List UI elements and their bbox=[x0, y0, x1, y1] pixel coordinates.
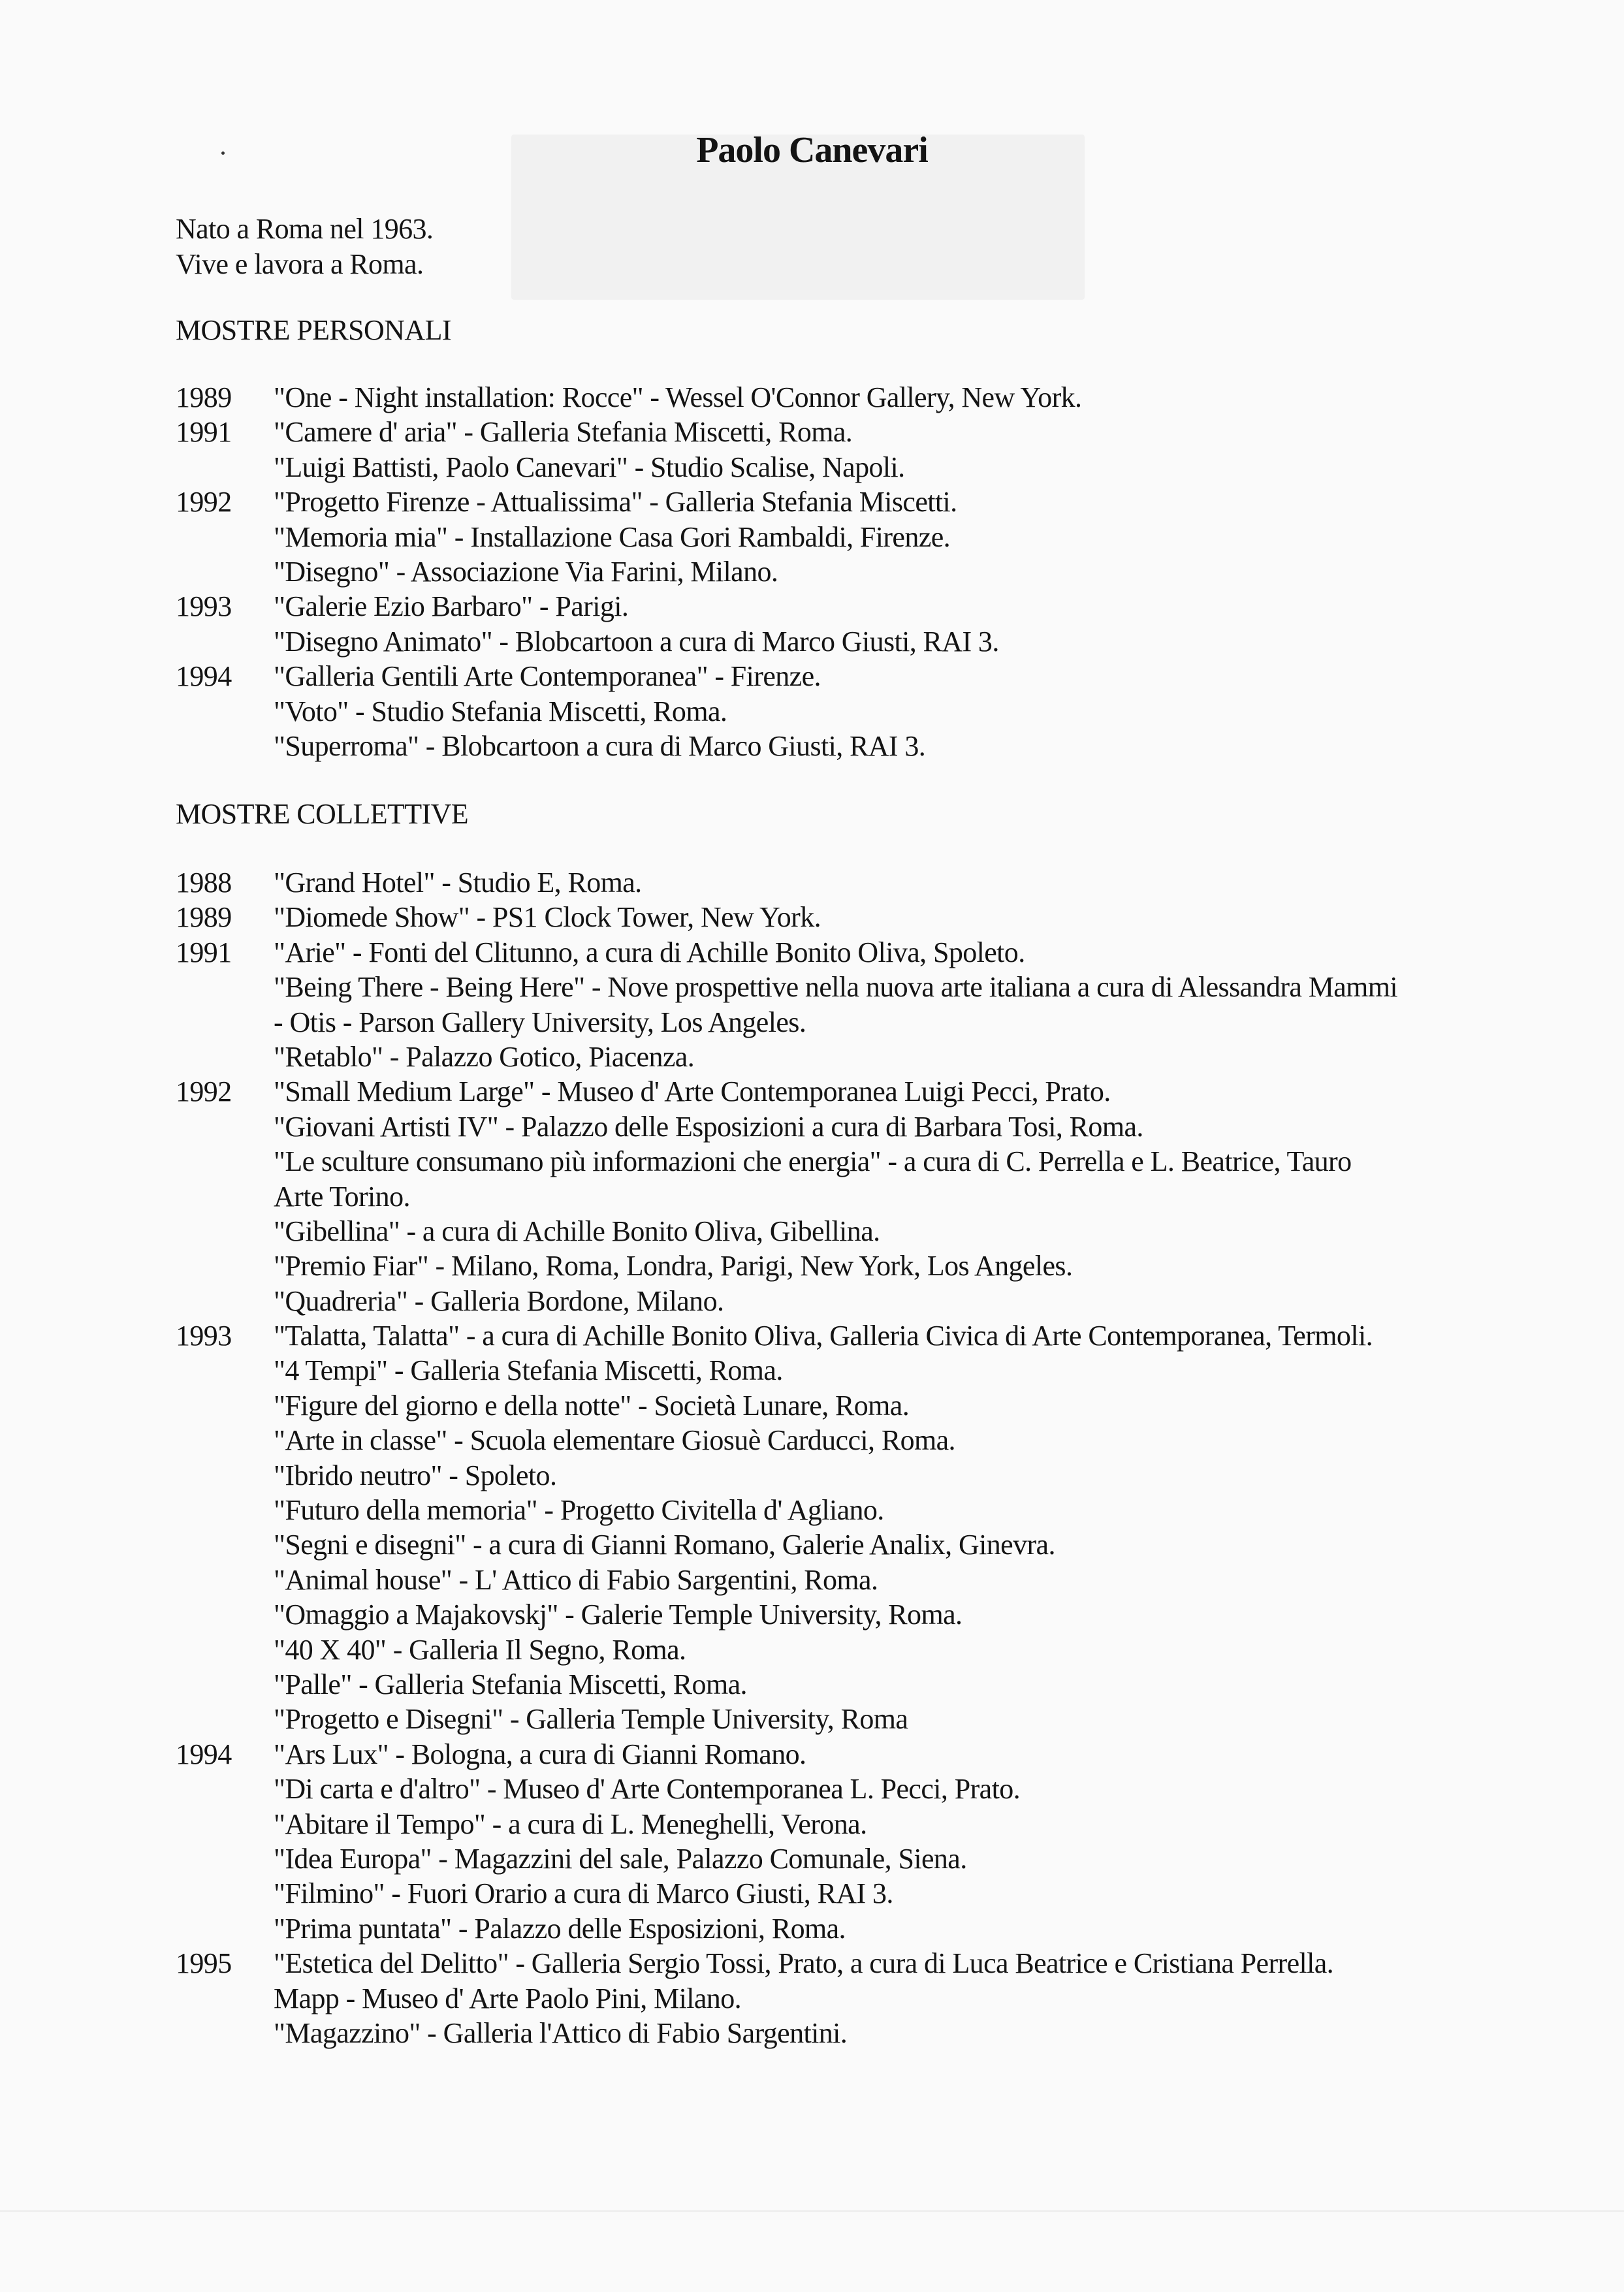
exhibition-row bbox=[176, 1249, 1547, 1283]
exhibition-row bbox=[176, 415, 1547, 449]
exhibition-entry: "Being There - Being Here" - Nove prospettive nella nuova arte italiana a cura di Alessandra Mammi bbox=[274, 971, 1398, 1004]
exhibition-row bbox=[176, 1563, 1547, 1597]
exhibition-row bbox=[176, 1353, 1547, 1388]
exhibition-entry: "Disegno" - Associazione Via Farini, Milano. bbox=[274, 555, 778, 588]
exhibition-entry: "Grand Hotel" - Studio E, Roma. bbox=[274, 867, 642, 899]
exhibition-year: 1993 bbox=[176, 1320, 232, 1352]
exhibition-entry: "Gibellina" - a cura di Achille Bonito Oliva, Gibellina. bbox=[274, 1215, 880, 1247]
exhibition-entry: "One - Night installation: Rocce" - Wessel O'Connor Gallery, New York. bbox=[274, 381, 1082, 413]
exhibition-row bbox=[176, 380, 1547, 415]
exhibition-row bbox=[176, 1318, 1547, 1353]
exhibition-year: 1991 bbox=[176, 416, 232, 449]
exhibition-row bbox=[176, 970, 1547, 1004]
exhibition-row bbox=[176, 589, 1547, 624]
exhibition-row bbox=[176, 659, 1547, 693]
exhibition-row bbox=[176, 1284, 1547, 1318]
exhibition-entry: Arte Torino. bbox=[274, 1180, 410, 1213]
exhibition-row bbox=[176, 1772, 1547, 1806]
personali-list bbox=[176, 380, 1547, 763]
exhibition-entry: "Di carta e d'altro" - Museo d' Arte Contemporanea L. Pecci, Prato. bbox=[274, 1773, 1020, 1806]
exhibition-row bbox=[176, 1074, 1547, 1109]
exhibition-entry: "Prima puntata" - Palazzo delle Esposizioni, Roma. bbox=[274, 1912, 846, 1945]
exhibition-entry: "Segni e disegni" - a cura di Gianni Romano, Galerie Analix, Ginevra. bbox=[274, 1529, 1055, 1561]
exhibition-entry: "Talatta, Talatta" - a cura di Achille Bonito Oliva, Galleria Civica di Arte Contemporanea, Termoli. bbox=[274, 1320, 1373, 1352]
exhibition-row bbox=[176, 1807, 1547, 1841]
bleed-through-line bbox=[0, 2210, 1624, 2212]
exhibition-row bbox=[176, 450, 1547, 485]
exhibition-year: 1994 bbox=[176, 1738, 232, 1770]
exhibition-row bbox=[176, 1632, 1547, 1667]
exhibition-entry: "Galerie Ezio Barbaro" - Parigi. bbox=[274, 590, 629, 623]
exhibition-row bbox=[176, 1527, 1547, 1562]
exhibition-entry: "Diomede Show" - PS1 Clock Tower, New York. bbox=[274, 901, 821, 934]
exhibition-entry: - Otis - Parson Gallery University, Los Angeles. bbox=[274, 1006, 806, 1038]
exhibition-entry: "Arte in classe" - Scuola elementare Giosuè Carducci, Roma. bbox=[274, 1424, 955, 1457]
exhibition-entry: "Premio Fiar" - Milano, Roma, Londra, Parigi, New York, Los Angeles. bbox=[274, 1250, 1073, 1282]
exhibition-row bbox=[176, 729, 1547, 763]
exhibition-entry: "4 Tempi" - Galleria Stefania Miscetti, Roma. bbox=[274, 1354, 783, 1387]
exhibition-row bbox=[176, 554, 1547, 589]
collettive-list bbox=[176, 865, 1547, 2050]
exhibition-row bbox=[176, 1144, 1547, 1179]
exhibition-entry: "Arie" - Fonti del Clitunno, a cura di Achille Bonito Oliva, Spoleto. bbox=[274, 936, 1025, 968]
exhibition-entry: "Ibrido neutro" - Spoleto. bbox=[274, 1459, 557, 1491]
exhibition-entry: "Progetto Firenze - Attualissima" - Galleria Stefania Miscetti. bbox=[274, 486, 957, 518]
exhibition-year: 1991 bbox=[176, 936, 232, 968]
exhibition-entry: "Ars Lux" - Bologna, a cura di Gianni Romano. bbox=[274, 1738, 806, 1770]
exhibition-row bbox=[176, 1597, 1547, 1632]
exhibition-row bbox=[176, 1946, 1547, 1981]
section-heading-collettive: MOSTRE COLLETTIVE bbox=[176, 798, 469, 830]
exhibition-entry: "Le sculture consumano più informazioni che energia" - a cura di C. Perrella e L. Beatrice, Tauro bbox=[274, 1145, 1352, 1178]
exhibition-row bbox=[176, 2016, 1547, 2050]
bio-residence: Vive e lavora a Roma. bbox=[176, 248, 424, 280]
exhibition-row bbox=[176, 1423, 1547, 1457]
exhibition-row bbox=[176, 1493, 1547, 1527]
exhibition-row bbox=[176, 520, 1547, 554]
exhibition-entry: "Omaggio a Majakovskj" - Galerie Temple University, Roma. bbox=[274, 1599, 963, 1631]
exhibition-row bbox=[176, 1179, 1547, 1214]
exhibition-year: 1992 bbox=[176, 1075, 232, 1108]
exhibition-row bbox=[176, 1841, 1547, 1876]
exhibition-row bbox=[176, 1214, 1547, 1249]
exhibition-entry: "Progetto e Disegni" - Galleria Temple University, Roma bbox=[274, 1703, 908, 1736]
exhibition-entry: "40 X 40" - Galleria Il Segno, Roma. bbox=[274, 1633, 686, 1666]
exhibition-entry: "Small Medium Large" - Museo d' Arte Contemporanea Luigi Pecci, Prato. bbox=[274, 1075, 1111, 1108]
exhibition-year: 1988 bbox=[176, 867, 232, 899]
exhibition-entry: "Retablo" - Palazzo Gotico, Piacenza. bbox=[274, 1040, 695, 1073]
exhibition-entry: "Animal house" - L' Attico di Fabio Sargentini, Roma. bbox=[274, 1563, 878, 1596]
exhibition-year: 1995 bbox=[176, 1947, 232, 1980]
exhibition-entry: "Superroma" - Blobcartoon a cura di Marco Giusti, RAI 3. bbox=[274, 729, 926, 762]
exhibition-row bbox=[176, 1388, 1547, 1423]
exhibition-entry: "Giovani Artisti IV" - Palazzo delle Esposizioni a cura di Barbara Tosi, Roma. bbox=[274, 1110, 1143, 1143]
exhibition-entry: "Disegno Animato" - Blobcartoon a cura di Marco Giusti, RAI 3. bbox=[274, 625, 999, 658]
exhibition-row bbox=[176, 694, 1547, 729]
exhibition-row bbox=[176, 1458, 1547, 1493]
exhibition-year: 1993 bbox=[176, 590, 232, 623]
exhibition-row bbox=[176, 1876, 1547, 1911]
exhibition-entry: "Memoria mia" - Installazione Casa Gori Rambaldi, Firenze. bbox=[274, 520, 951, 553]
exhibition-entry: "Figure del giorno e della notte" - Società Lunare, Roma. bbox=[274, 1389, 910, 1422]
exhibition-year: 1994 bbox=[176, 660, 232, 693]
bio-birth: Nato a Roma nel 1963. bbox=[176, 213, 434, 245]
exhibition-entry: "Palle" - Galleria Stefania Miscetti, Roma. bbox=[274, 1668, 747, 1700]
exhibition-row bbox=[176, 1981, 1547, 2016]
exhibition-entry: "Estetica del Delitto" - Galleria Sergio Tossi, Prato, a cura di Luca Beatrice e Cristiana Perrella. bbox=[274, 1947, 1334, 1980]
exhibition-row bbox=[176, 935, 1547, 970]
exhibition-entry: "Voto" - Studio Stefania Miscetti, Roma. bbox=[274, 695, 727, 727]
exhibition-entry: Mapp - Museo d' Arte Paolo Pini, Milano. bbox=[274, 1982, 742, 2014]
exhibition-year: 1989 bbox=[176, 901, 232, 934]
exhibition-entry: "Camere d' aria" - Galleria Stefania Miscetti, Roma. bbox=[274, 416, 853, 449]
exhibition-row bbox=[176, 1911, 1547, 1946]
exhibition-row bbox=[176, 865, 1547, 900]
exhibition-entry: "Futuro della memoria" - Progetto Civitella d' Agliano. bbox=[274, 1494, 884, 1527]
exhibition-row bbox=[176, 1005, 1547, 1040]
exhibition-row bbox=[176, 624, 1547, 659]
exhibition-row bbox=[176, 485, 1547, 519]
exhibition-year: 1992 bbox=[176, 486, 232, 518]
exhibition-entry: "Quadreria" - Galleria Bordone, Milano. bbox=[274, 1284, 724, 1317]
exhibition-row bbox=[176, 1702, 1547, 1736]
section-heading-personali: MOSTRE PERSONALI bbox=[176, 314, 451, 346]
exhibition-entry: "Idea Europa" - Magazzini del sale, Palazzo Comunale, Siena. bbox=[274, 1842, 967, 1875]
exhibition-row bbox=[176, 900, 1547, 934]
exhibition-row bbox=[176, 1667, 1547, 1702]
exhibition-row bbox=[176, 1040, 1547, 1074]
exhibition-entry: "Galleria Gentili Arte Contemporanea" - Firenze. bbox=[274, 660, 821, 693]
exhibition-year: 1989 bbox=[176, 381, 232, 413]
exhibition-entry: "Filmino" - Fuori Orario a cura di Marco Giusti, RAI 3. bbox=[274, 1877, 893, 1910]
exhibition-row bbox=[176, 1737, 1547, 1772]
exhibition-row bbox=[176, 1109, 1547, 1144]
page-title: Paolo Canevari bbox=[696, 130, 928, 170]
exhibition-entry: "Magazzino" - Galleria l'Attico di Fabio Sargentini. bbox=[274, 2016, 848, 2049]
exhibition-entry: "Abitare il Tempo" - a cura di L. Meneghelli, Verona. bbox=[274, 1807, 867, 1840]
exhibition-entry: "Luigi Battisti, Paolo Canevari" - Studio Scalise, Napoli. bbox=[274, 451, 905, 483]
